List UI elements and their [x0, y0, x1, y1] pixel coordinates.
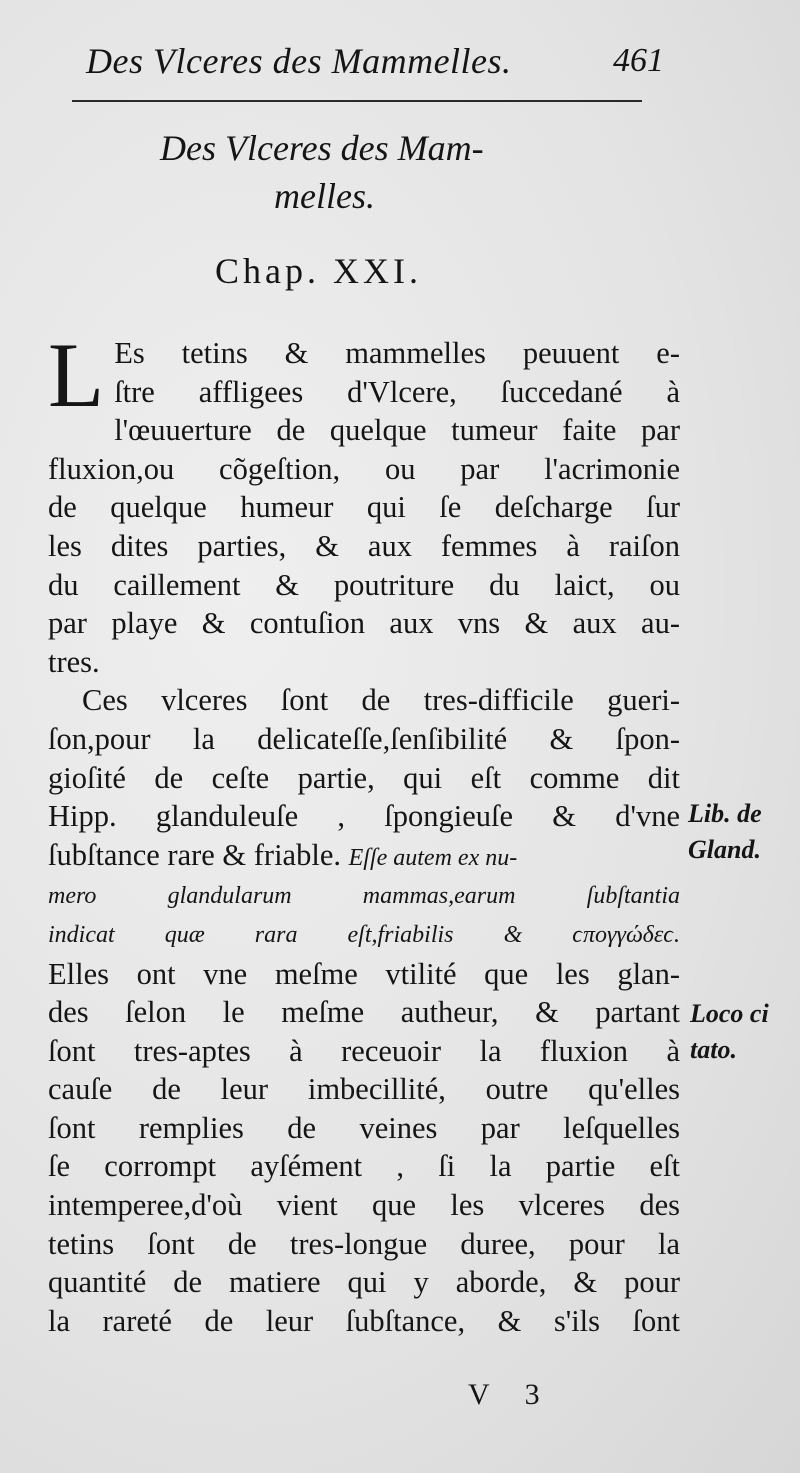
- text-line: la rareté de leur ſubſtance, & s'ils ſont: [48, 1303, 680, 1338]
- text-line: de quelque humeur qui ſe deſcharge ſur: [48, 490, 680, 525]
- chapter-title: [160, 124, 580, 220]
- text-line: Es tetins & mammelles peuuent e-: [114, 336, 680, 370]
- chapter-title-line1: Des Vlceres des Mam-: [160, 128, 484, 168]
- text-line: ſont remplies de veines par leſquelles: [48, 1110, 680, 1145]
- margin-note-2-line1: Loco ci: [690, 999, 769, 1028]
- text-line: Elles ont vne meſme vtilité que les glan-: [48, 956, 680, 991]
- running-head-title: Des Vlceres des Mammelles.: [86, 41, 512, 81]
- text-line: Ces vlceres ſont de tres-difficile gueri-: [82, 683, 680, 718]
- signature-mark: V 3: [468, 1378, 554, 1411]
- margin-note-1-line1: Lib. de: [688, 799, 762, 828]
- text-line: l'œuuerture de quelque tumeur faite par: [114, 413, 680, 448]
- text-line: fluxion,ou cõgeſtion, ou par l'acrimonie: [48, 451, 680, 486]
- latin-quote: Eſſe autem ex nu-: [348, 844, 518, 871]
- text-line: tetins ſont de tres-longue duree, pour la: [48, 1226, 680, 1261]
- text-line: ſtre affligees d'Vlcere, ſuccedané à: [114, 374, 680, 409]
- margin-note-2: [690, 996, 769, 1068]
- margin-note-1: [688, 796, 762, 868]
- text-line: ſon,pour la delicateſſe,ſenſibilité & ſpon-: [48, 721, 680, 756]
- text-line: cauſe de leur imbecillité, outre qu'elles: [48, 1072, 680, 1107]
- header-rule: [72, 100, 642, 102]
- latin-line: mero glandularum mammas,earum ſubſtantia: [48, 883, 680, 910]
- drop-cap: L: [48, 324, 105, 426]
- chapter-number: Chap. XXI.: [215, 251, 422, 291]
- body-text: [48, 324, 680, 1340]
- text-line: du caillement & poutriture du laict, ou: [48, 567, 680, 602]
- chapter-title-line2: melles.: [274, 176, 375, 216]
- text-line: ſont tres-aptes à receuoir la fluxion à: [48, 1033, 680, 1068]
- running-head: [86, 40, 664, 90]
- text-line: les dites parties, & aux femmes à raiſon: [48, 528, 680, 563]
- text-line: intemperee,d'où vient que les vlceres des: [48, 1188, 680, 1223]
- text-line: quantité de matiere qui y aborde, & pour: [48, 1265, 680, 1300]
- margin-note-2-line2: tato.: [690, 1035, 737, 1064]
- text-line: ſe corrompt ayſément , ſi la partie eſt: [48, 1149, 680, 1184]
- text-fragment: ſubſtance rare & friable.: [48, 837, 341, 872]
- text-line: gioſité de ceſte partie, qui eſt comme dit: [48, 760, 680, 795]
- text-line: par playe & contuſion aux vns & aux au-: [48, 606, 680, 641]
- page-number: 461: [613, 42, 664, 79]
- latin-line: indicat quæ rara eſt,friabilis & ϲπογγώδεϲ.: [48, 921, 680, 948]
- margin-note-1-line2: Gland.: [688, 835, 761, 864]
- text-line: Hipp. glanduleuſe , ſpongieuſe & d'vne: [48, 799, 680, 834]
- text-line: des ſelon le meſme autheur, & partant: [48, 995, 680, 1030]
- text-line: [48, 836, 680, 878]
- text-line: tres.: [48, 644, 100, 679]
